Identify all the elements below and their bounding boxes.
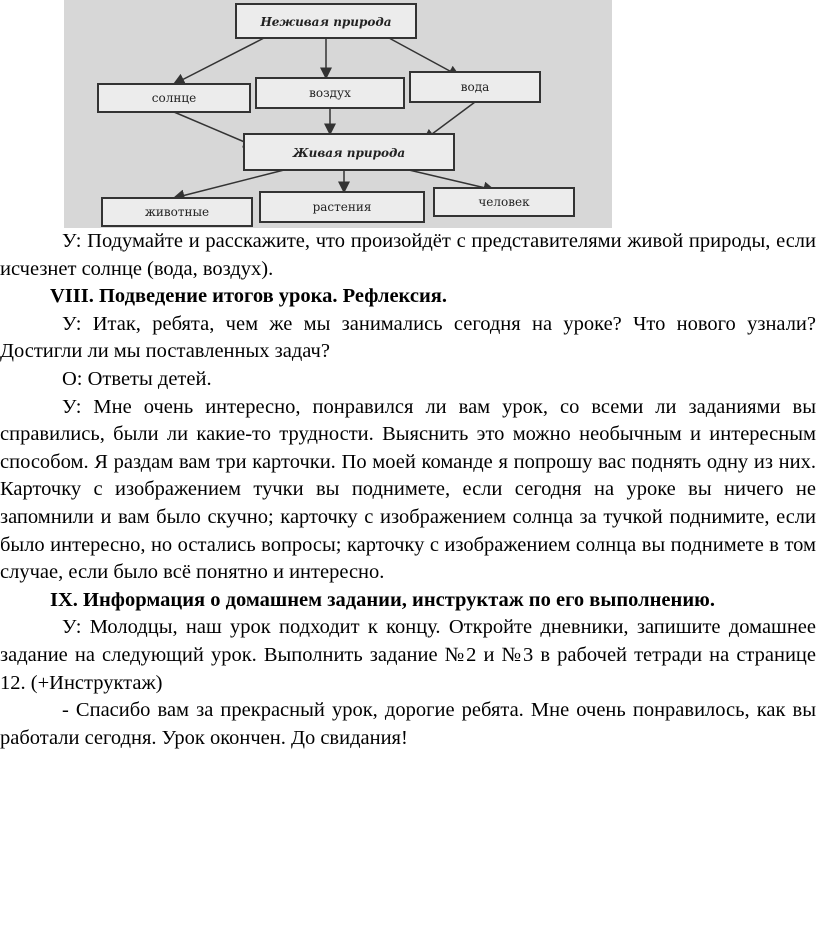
box-air-label: воздух (309, 86, 351, 100)
paragraph-answers: О: Ответы детей. (62, 367, 212, 390)
paragraph-reflection: У: Мне очень интересно, понравился ли вам урок, со всеми ли заданиями вы справились, были ли какие-то трудности. Выяснить это можно необычным и интересным способом. Я раздам вам три карточки. По моей команде я попрошу вас поднять одну из них. Карточку с изображением тучки вы поднимете, если сегодня на уроке вы ничего не запомнили и вам было скучно; карточку с изображением солнца за тучкой поднимите, если было интересно, но остались вопросы; карточку с изображением солнца вы поднимете в том случае, если было всё понятно и интересно. (0, 395, 816, 584)
box-sun-label: солнце (151, 91, 197, 105)
arrow-top-to-water (389, 38, 459, 76)
paragraph-farewell: - Спасибо вам за прекрасный урок, дорогие ребята. Мне очень понравилось, как вы работали сегодня. Урок окончен. До свидания! (0, 699, 816, 749)
box-plants-label: растения (312, 200, 372, 214)
arrow-sun-to-living (174, 112, 254, 146)
box-animals-label: животные (144, 205, 210, 219)
arrow-top-to-sun (174, 38, 264, 84)
paragraph-question: У: Подумайте и расскажите, что произойдёт с представителями живой природы, если исчезнет солнце (вода, воздух). (0, 230, 816, 280)
heading-summary: VIII. Подведение итогов урока. Рефлексия. (50, 285, 447, 308)
nature-diagram (64, 0, 612, 228)
box-water-label: вода (460, 80, 490, 94)
box-human-label: человек (478, 195, 530, 209)
box-living-label: Живая природа (292, 146, 406, 160)
paragraph-homework: У: Молодцы, наш урок подходит к концу. Откройте дневники, запишите домашнее задание на следующий урок. Выполнить задание №2 и №3 в рабочей тетради на странице 12. (+Инструктаж) (0, 616, 816, 694)
lesson-text (0, 228, 816, 752)
scanned-diagram (64, 0, 612, 228)
box-nonliving-label: Неживая природа (260, 15, 392, 29)
heading-homework: IX. Информация о домашнем задании, инструктаж по его выполнению. (50, 588, 715, 611)
paragraph-review: У: Итак, ребята, чем же мы занимались сегодня на уроке? Что нового узнали? Достигли ли мы поставленных задач? (0, 312, 816, 363)
